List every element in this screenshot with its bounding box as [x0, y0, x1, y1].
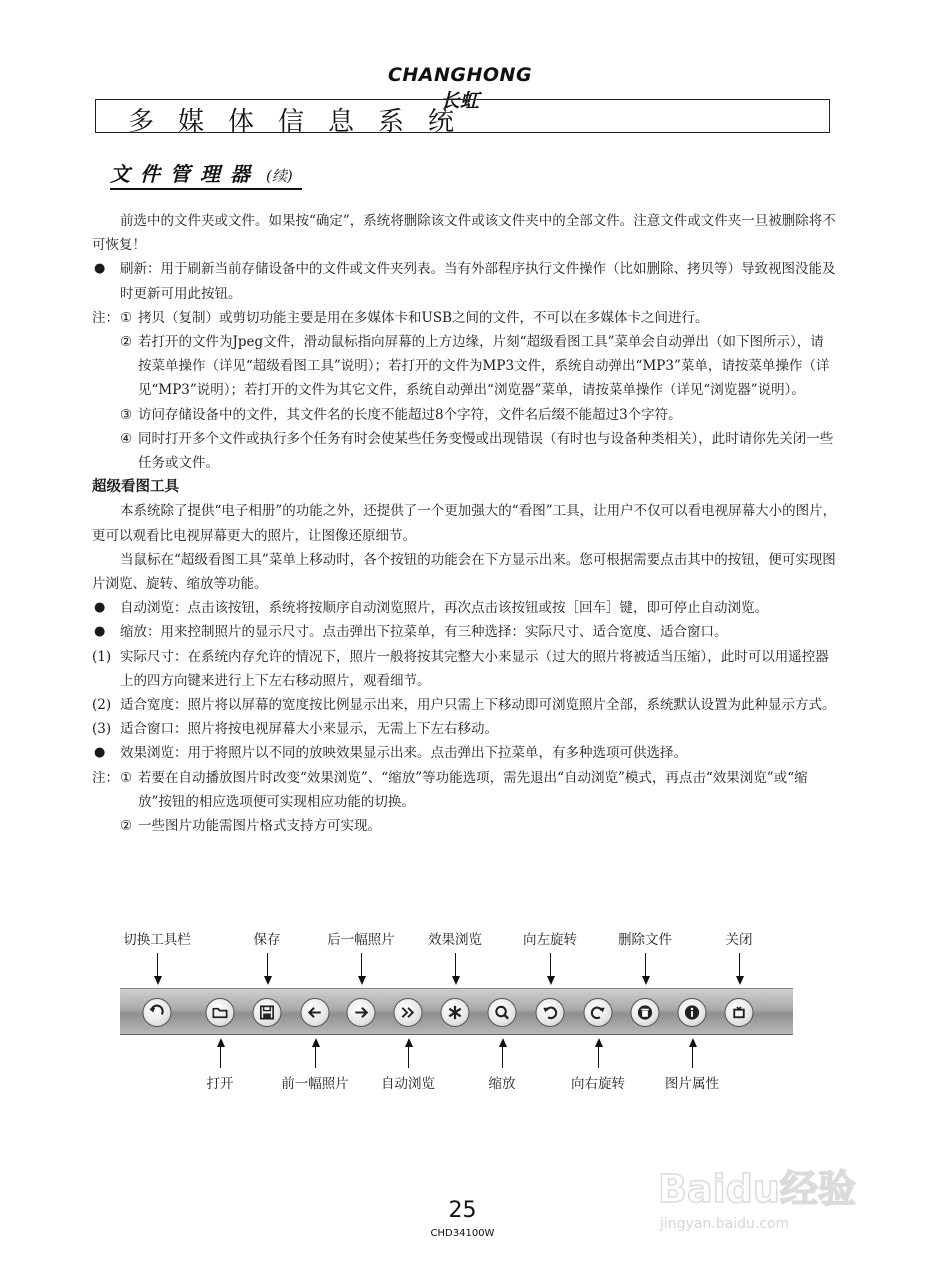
- callout-line: [455, 953, 456, 977]
- toolbar-label-top: 向左旋转: [523, 932, 577, 948]
- baidu-watermark: [650, 1138, 910, 1248]
- subsection-heading: 超级看图工具: [92, 479, 179, 496]
- toggle-toolbar-icon[interactable]: [143, 998, 172, 1027]
- paragraph: 本系统除了提供“电子相册”的功能之外，还提供了一个更加强大的“看图”工具，让用户不仅可以看电视屏幕大小的图片，更可以观看比电视屏幕更大的照片，让图像还原细节。: [92, 503, 837, 544]
- watermark-url: jingyan.baidu.com: [660, 1216, 790, 1232]
- toolbar-label-top: 后一幅照片: [327, 932, 395, 948]
- model-code: CHD34100W: [430, 1228, 495, 1239]
- callout-line: [157, 953, 158, 977]
- next-arrow-icon[interactable]: [347, 998, 376, 1027]
- page-title: 多媒体信息系统: [128, 107, 479, 137]
- callout-line: [315, 1046, 316, 1068]
- open-folder-icon[interactable]: [206, 998, 235, 1027]
- close-icon[interactable]: [725, 998, 754, 1027]
- toolbar-label-bottom: 打开: [206, 1076, 234, 1092]
- toolbar-label-top: 保存: [253, 932, 281, 948]
- callout-line: [220, 1046, 221, 1068]
- bullet-icon: ●: [94, 624, 106, 640]
- callout-line: [645, 953, 646, 977]
- document-body: [92, 209, 837, 838]
- brand-logo: CHANGHONG长虹: [387, 64, 533, 112]
- bullet-icon: ●: [94, 745, 106, 761]
- note-item: ③ 访问存储设备中的文件，其文件名的长度不能超过8个字符，文件名后缀不能超过3个字符。: [120, 406, 682, 423]
- toolbar-label-bottom: 向右旋转: [571, 1076, 625, 1092]
- callout-line: [692, 1046, 693, 1068]
- section-underline: [110, 188, 302, 190]
- toolbar-label-bottom: 缩放: [488, 1076, 516, 1092]
- slideshow-icon[interactable]: [394, 998, 423, 1027]
- effects-star-icon[interactable]: [441, 998, 470, 1027]
- bullet-item: ● 刷新：用于刷新当前存储设备中的文件或文件夹列表。当有外部程序执行文件操作（比如删除、拷贝等）导致视图没能及时更新可用此按钮。: [92, 257, 837, 305]
- watermark-logo: Baidu经验: [658, 1167, 856, 1211]
- previous-arrow-icon[interactable]: [301, 998, 330, 1027]
- arrow-down-icon: [358, 976, 366, 985]
- section-subtitle: (续): [266, 167, 293, 185]
- bullet-item: ● 自动浏览：点击该按钮，系统将按顺序自动浏览照片，再次点击该按钮或按［回车］键，即可停止自动浏览。: [92, 596, 837, 620]
- option-item: (3) 适合窗口：照片将按电视屏幕大小来显示，无需上下左右移动。: [92, 721, 498, 738]
- arrow-down-icon: [264, 976, 272, 985]
- arrow-down-icon: [154, 976, 162, 985]
- callout-line: [502, 1046, 503, 1068]
- paragraph: 当鼠标在“超级看图工具”菜单上移动时，各个按钮的功能会在下方显示出来。您可根据需要点击其中的按钮，便可实现图片浏览、旋转、缩放等功能。: [92, 551, 836, 593]
- bullet-item: ● 效果浏览：用于将照片以不同的放映效果显示出来。点击弹出下拉菜单，有多种选项可供选择。: [92, 741, 837, 765]
- rotate-right-icon[interactable]: [584, 998, 613, 1027]
- note-item: ② 一些图片功能需图片格式支持方可实现。: [120, 818, 381, 835]
- zoom-magnifier-icon[interactable]: [488, 998, 517, 1027]
- page-title-box: [95, 99, 830, 137]
- toolbar-label-top: 删除文件: [618, 932, 672, 948]
- page-number: 25: [448, 1198, 477, 1223]
- save-disk-icon[interactable]: [253, 998, 282, 1027]
- callout-line: [739, 953, 740, 977]
- arrow-down-icon: [547, 976, 555, 985]
- option-item: (1) 实际尺寸：在系统内存允许的情况下，照片一般将按其完整大小来显示（过大的照片将被适当压缩），此时可以用遥控器上的四方向键来进行上下左右移动照片，观看细节。: [92, 648, 829, 689]
- toolbar-label-top: 切换工具栏: [123, 932, 191, 948]
- section-heading: [110, 158, 293, 187]
- arrow-down-icon: [736, 976, 744, 985]
- callout-line: [598, 1046, 599, 1068]
- toolbar-label-bottom: 图片属性: [665, 1076, 719, 1092]
- callout-line: [550, 953, 551, 977]
- note-item: ④ 同时打开多个文件或执行多个任务有时会使某些任务变慢或出现错误（有时也与设备种类相关），此时请你先关闭一些任务或文件。: [120, 430, 834, 472]
- delete-trash-icon[interactable]: [631, 998, 660, 1027]
- callout-line: [267, 953, 268, 977]
- bullet-icon: ●: [94, 261, 106, 277]
- toolbar-label-top: 关闭: [725, 932, 753, 948]
- note-item: 注： ① 若要在自动播放图片时改变“效果浏览”、“缩放”等功能选项，需先退出“自动浏览”模式，再点击“效果浏览”或“缩放”按钮的相应选项便可实现相应功能的切换。: [92, 769, 808, 810]
- note-item: ② 若打开的文件为Jpeg文件，滑动鼠标指向屏幕的上方边缘，片刻“超级看图工具”菜单会自动弹出（如下图所示），请按菜单操作（详见“超级看图工具”说明）；若打开的文件为MP3文件，系统自动弹出“MP3”菜单，请按菜单操作（详见“MP3”说明）；若打开的文件为其它文件，系统自动弹出“浏览器”菜单，请按菜单操作（详见“浏览器”说明）。: [120, 334, 830, 399]
- toolbar-label-bottom: 前一幅照片: [281, 1076, 349, 1092]
- toolbar-label-bottom: 自动浏览: [381, 1076, 435, 1092]
- bullet-item: ● 缩放：用来控制照片的显示尺寸。点击弹出下拉菜单，有三种选择：实际尺寸、适合宽度、适合窗口。: [92, 620, 837, 644]
- note-item: 注： ① 拷贝（复制）或剪切功能主要是用在多媒体卡和USB之间的文件，不可以在多媒体卡之间进行。: [92, 309, 709, 326]
- paragraph: 前选中的文件夹或文件。如果按“确定”，系统将删除该文件或该文件夹中的全部文件。注意文件或文件夹一旦被删除将不可恢复！: [92, 213, 836, 254]
- arrow-down-icon: [642, 976, 650, 985]
- callout-line: [361, 953, 362, 977]
- section-title: 文件管理器: [110, 162, 260, 186]
- super-viewer-toolbar: [120, 988, 793, 1035]
- bullet-icon: ●: [94, 600, 106, 616]
- option-item: (2) 适合宽度：照片将以屏幕的宽度按比例显示出来，用户只需上下移动即可浏览照片全部，系统默认设置为此种显示方式。: [92, 697, 836, 714]
- toolbar-label-top: 效果浏览: [428, 932, 482, 948]
- arrow-down-icon: [452, 976, 460, 985]
- rotate-left-icon[interactable]: [536, 998, 565, 1027]
- callout-line: [408, 1046, 409, 1068]
- info-icon[interactable]: [678, 998, 707, 1027]
